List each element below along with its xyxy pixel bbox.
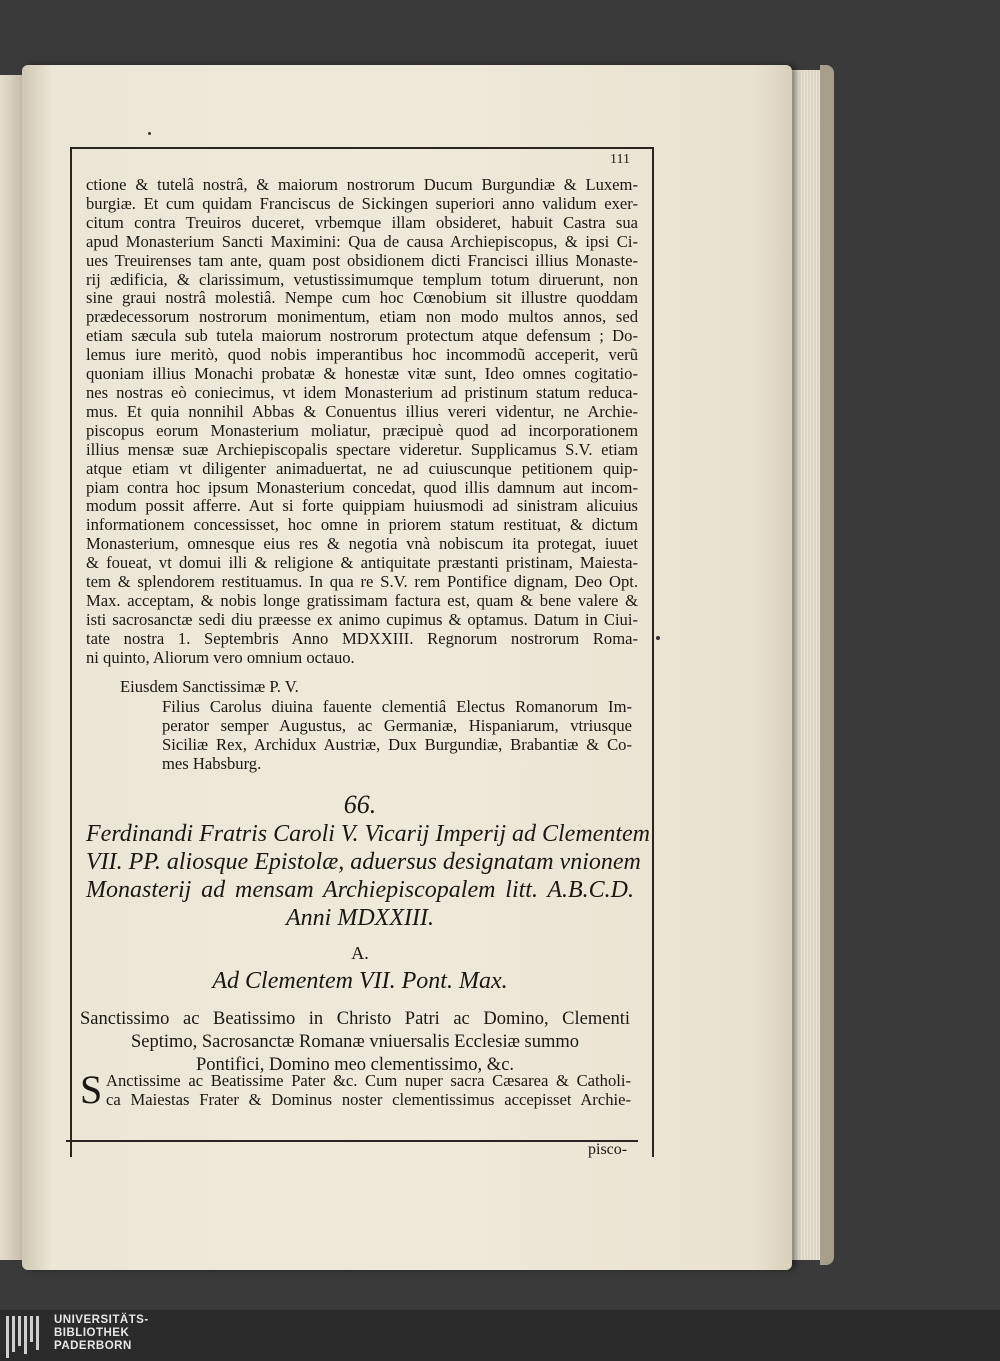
body-line: atque etiam vt diligenter animaduertat, ne ad cuiuscunque petitionem quip- [86,458,638,478]
body-line: sine graui nostrâ molestiâ. Nempe cum hoc Cœnobium sit illustre quoddam [86,288,638,308]
body-line: ues Treuirenses tam ante, quam post obsidionem dicti Francisci illius Monaste- [86,250,638,270]
body-line: citum contra Treuiros duceret, vrbemque illam obsideret, habuit Castra sua [86,212,638,232]
library-label-line: BIBLIOTHEK [54,1327,130,1339]
body-line: apud Monasterium Sancti Maximini: Qua de causa Archiepiscopus, & ipsi Ci- [86,231,638,251]
body-line: Monasterium, omnesque eius res & negotia vnà nobiscum ita protegat, iuuet [86,534,638,554]
body-line: quoniam illius Monachi probatæ & honestæ vitæ sunt, Ideo omnes cogitatio- [86,364,638,384]
body-line: piam contra hoc ipsum Monasterium concedat, quod illis damnum aut incom- [86,477,638,497]
body-line: isti sacrosanctæ sedi diu præesse ex animo cupimus & optamus. Datum in Ciui- [86,609,638,629]
signature-block [162,698,632,774]
margin-dot [656,636,660,640]
body-line: ni quinto, Aliorum vero omnium octauo. [86,647,355,667]
body-line: Max. acceptam, & nobis longe gratissimam factura est, quam & bene valere & [86,590,638,610]
section-letter: A. [351,943,369,963]
salutation-line: Pontifici, Domino meo clementissimo, &c. [195,1055,515,1075]
body-line: prædecessorum nostrorum monimentum, etiam non modo multos annos, sed [86,307,638,327]
body-line: piscopus eorum Monasterium moliatur, præcipuè quod ad incorporationem [86,420,638,440]
footer-bar [0,1310,1000,1361]
body-text [86,176,638,668]
salutation [80,1008,630,1077]
top-dot [148,132,151,135]
book-cover-edge [820,65,834,1265]
signature-line: mes Habsburg. [162,753,262,773]
body-line: nes nostras eò coniecimus, vt idem Monasterium ad pristinum statum reduca- [86,382,638,402]
heading-line: VII. PP. aliosque Epistolæ, aduersus designatam vnionem [86,849,641,875]
heading-line: Monasterij ad mensam Archiepiscopalem litt. A.B.C.D. [86,877,634,903]
address-heading: Ad Clementem VII. Pont. Max. [212,968,508,994]
letter-line: Anctissime ac Beatissime Pater &c. Cum nuper sacra Cæsarea & Catholi- [106,1071,631,1090]
body-line: modum possit afferre. Aut si forte quippiam huiusmodi ad sinistram alicuius [86,496,638,516]
letter-body [80,1067,631,1112]
salutation-line: Sanctissimo ac Beatissimo in Christo Patri ac Domino, Clementi [80,1009,630,1029]
signature-line: Filius Carolus diuina fauente clementiâ Electus Romanorum Im- [162,697,632,716]
body-line: rij ædificia, & clarissimum, vetustissimumque templum totum diruerunt, non [86,269,638,289]
document-number: 66. [343,790,377,819]
body-line: & foueat, vt domui illi & religione & antiquitate præstanti pristinam, Maiesta- [86,553,638,573]
body-line: informationem concessisset, hoc omne in priorem statum restituat, & dictum [86,515,638,535]
body-line: tem & splendorem restituamus. In qua re S.V. rem Pontifice dignam, Deo Opt. [86,572,638,592]
library-logo-icon [6,1316,46,1358]
closing-formula: Eiusdem Sanctissimæ P. V. [120,677,299,696]
body-line: burgiæ. Et cum quidam Franciscus de Sickingen superiori anno validum exer- [86,193,638,213]
salutation-line: Septimo, Sacrosanctæ Romanæ vniuersalis Ecclesiæ summo [130,1032,580,1052]
catchword: pisco- [588,1141,628,1158]
body-line: lemus iure meritò, quod nobis imperantibus hoc incommodũ acceperit, verũ [86,345,638,365]
body-line: tate nostra 1. Septembris Anno MDXXIII. Regnorum nostrorum Roma- [86,628,638,648]
body-line: illius mensæ suæ Archiepiscopalis spectare videretur. Supplicamus S.V. etiam [86,439,638,459]
library-label-line: PADERBORN [54,1340,132,1352]
heading-line: Anni MDXXIII. [286,905,434,931]
page-number: 111 [610,152,630,167]
page-frame-top-rule [70,147,652,149]
heading-line: Ferdinandi Fratris Caroli V. Vicarij Imperij ad Clementem [86,821,650,847]
drop-cap: S [80,1067,103,1112]
document-heading [86,820,650,932]
signature-line: perator semper Augustus, ac Germaniæ, Hispaniarum, vtriusque [162,715,632,735]
library-label-line: UNIVERSITÄTS- [54,1314,149,1326]
page-frame-bottom-rule [66,1140,638,1142]
signature-line: Siciliæ Rex, Archidux Austriæ, Dux Burgundiæ, Brabantiæ & Co- [162,734,632,754]
body-line: etiam sæcula sub tutela maiorum nostrorum protectum atque defensum ; Do- [86,326,638,346]
body-line: ctione & tutelâ nostrâ, & maiorum nostrorum Ducum Burgundiæ & Luxem- [86,175,638,194]
body-line: mus. Et quia nonnihil Abbas & Conuentus illius vereri videntur, ne Archie- [86,401,638,421]
letter-line: ca Maiestas Frater & Dominus noster clementissimus accepisset Archie- [106,1089,631,1109]
library-label [54,1314,149,1353]
